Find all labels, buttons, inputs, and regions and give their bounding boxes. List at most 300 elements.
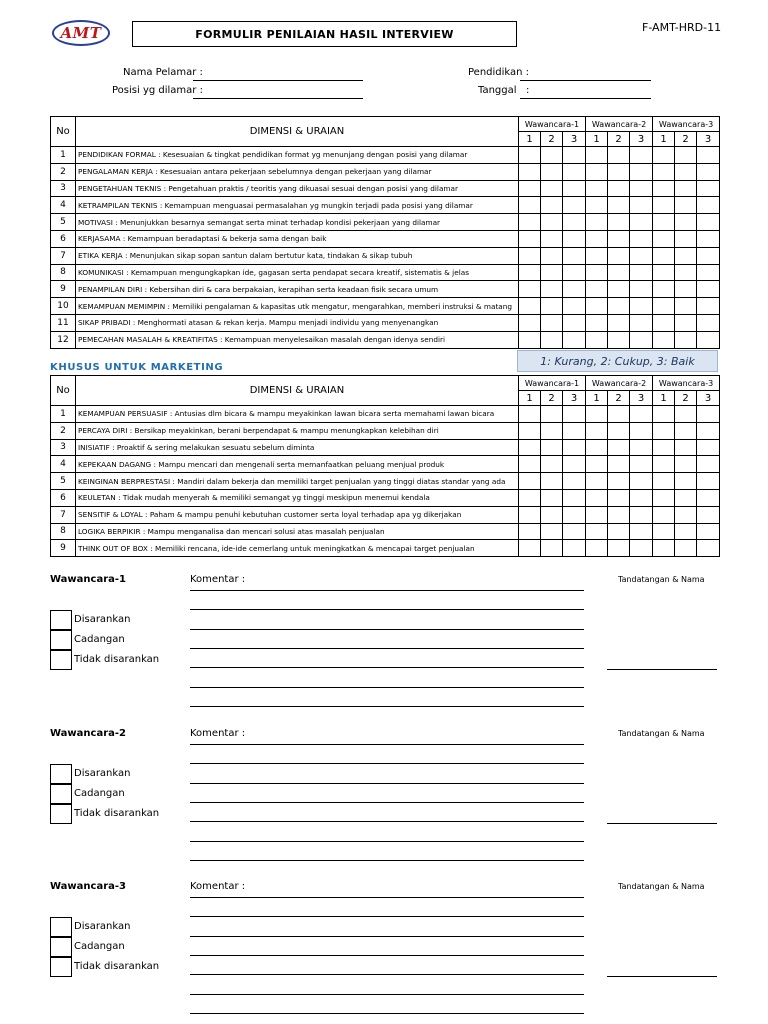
score-cell[interactable] [630,163,653,180]
score-cell[interactable] [675,314,697,331]
score-cell[interactable] [697,281,720,298]
score-cell[interactable] [630,264,653,281]
col-header-no: No [51,117,76,147]
score-cell[interactable] [630,422,653,439]
score-cell[interactable] [586,456,608,473]
score-cell[interactable] [519,281,541,298]
row-description: PEMECAHAN MASALAH & KREATIFITAS : Kemampuan menyelesaikan masalah dengan idenya sendiri [76,331,519,348]
recommendation-option-label: Tidak disarankan [74,961,160,972]
score-cell[interactable] [563,214,586,231]
score-cell[interactable] [653,180,675,197]
score-cell[interactable] [608,489,630,506]
score-cell[interactable] [653,147,675,164]
score-cell[interactable] [608,331,630,348]
score-cell[interactable] [563,147,586,164]
score-cell[interactable] [630,197,653,214]
form-title: FORMULIR PENILAIAN HASIL INTERVIEW [132,21,517,47]
score-cell[interactable] [608,180,630,197]
comment-line[interactable] [190,802,584,803]
comment-line[interactable] [190,974,584,975]
recommendation-checkbox[interactable] [50,784,72,804]
score-cell[interactable] [697,489,720,506]
score-cell[interactable] [608,523,630,540]
score-cell[interactable] [541,298,563,315]
recommendation-checkbox[interactable] [50,804,72,824]
row-number: 2 [51,422,76,439]
comment-line[interactable] [190,744,584,745]
score-cell[interactable] [675,439,697,456]
row-description: LOGIKA BERPIKIR : Mampu menganalisa dan mencari solusi atas masalah penjualan [76,523,519,540]
signature-label: Tandatangan & Nama [618,729,705,738]
score-cell[interactable] [675,422,697,439]
score-cell[interactable] [586,523,608,540]
row-description: MOTIVASI : Menunjukkan besarnya semangat serta minat terhadap kondisi pekerjaan yang dilamar [76,214,519,231]
score-cell[interactable] [675,197,697,214]
score-cell[interactable] [519,523,541,540]
evaluation-title: Wawancara-3 [50,881,126,892]
row-number: 6 [51,230,76,247]
row-number: 11 [51,314,76,331]
score-cell[interactable] [563,247,586,264]
score-cell[interactable] [653,298,675,315]
score-cell[interactable] [697,180,720,197]
score-cell[interactable] [675,247,697,264]
score-cell[interactable] [697,314,720,331]
score-cell[interactable] [630,489,653,506]
score-cell[interactable] [608,439,630,456]
table-row [51,314,720,331]
score-cell[interactable] [697,230,720,247]
score-cell[interactable] [541,456,563,473]
row-description: KOMUNIKASI : Kemampuan mengungkapkan ide, gagasan serta pendapat secara kreatif, sistematis & jelas [76,264,519,281]
row-description: PENAMPILAN DIRI : Kebersihan diri & cara berpakaian, kerapihan serta keadaan fisik secara umum [76,281,519,298]
score-cell[interactable] [630,406,653,423]
score-cell[interactable] [630,147,653,164]
signature-label: Tandatangan & Nama [618,575,705,584]
evaluation-title: Wawancara-2 [50,728,126,739]
score-cell[interactable] [586,264,608,281]
row-number: 9 [51,540,76,557]
score-cell[interactable] [630,456,653,473]
score-cell[interactable] [563,314,586,331]
col-header-score: 2 [675,391,697,406]
score-cell[interactable] [675,264,697,281]
score-cell[interactable] [586,147,608,164]
score-cell[interactable] [608,314,630,331]
score-cell[interactable] [519,540,541,557]
score-cell[interactable] [608,281,630,298]
score-cell[interactable] [586,331,608,348]
score-cell[interactable] [675,456,697,473]
nama-pelamar-label: Nama Pelamar : [123,67,203,78]
score-cell[interactable] [608,422,630,439]
score-cell[interactable] [519,298,541,315]
score-cell[interactable] [519,439,541,456]
row-number: 12 [51,331,76,348]
tanggal-label: Tanggal : [478,85,530,96]
comment-line[interactable] [190,841,584,842]
score-cell[interactable] [519,214,541,231]
row-description: SIKAP PRIBADI : Menghormati atasan & rekan kerja. Mampu menjadi individu yang menyenangkan [76,314,519,331]
table-row [51,230,720,247]
comment-line[interactable] [190,936,584,937]
comment-line[interactable] [190,629,584,630]
col-header-score: 2 [608,391,630,406]
recommendation-checkbox[interactable] [50,917,72,937]
score-cell[interactable] [697,147,720,164]
score-cell[interactable] [675,147,697,164]
score-cell[interactable] [697,506,720,523]
score-cell[interactable] [630,247,653,264]
recommendation-checkbox[interactable] [50,764,72,784]
row-number: 4 [51,456,76,473]
table-row [51,439,720,456]
score-cell[interactable] [541,540,563,557]
score-cell[interactable] [586,281,608,298]
score-cell[interactable] [653,281,675,298]
score-cell[interactable] [675,523,697,540]
score-cell[interactable] [675,406,697,423]
score-cell[interactable] [630,298,653,315]
score-cell[interactable] [563,540,586,557]
score-cell[interactable] [630,473,653,490]
score-cell[interactable] [541,489,563,506]
recommendation-checkbox[interactable] [50,630,72,650]
col-header-score: 1 [519,132,541,147]
score-cell[interactable] [630,331,653,348]
score-cell[interactable] [675,180,697,197]
score-cell[interactable] [653,422,675,439]
score-cell[interactable] [653,214,675,231]
table-row [51,456,720,473]
col-header-wawancara-2: Wawancara-2 [586,376,653,391]
score-cell[interactable] [586,247,608,264]
score-cell[interactable] [630,214,653,231]
score-cell[interactable] [541,523,563,540]
col-header-score: 2 [541,391,563,406]
col-header-score: 1 [653,132,675,147]
table-row [51,489,720,506]
score-cell[interactable] [586,473,608,490]
score-cell[interactable] [675,298,697,315]
score-cell[interactable] [586,298,608,315]
row-number: 7 [51,506,76,523]
row-number: 5 [51,473,76,490]
score-cell[interactable] [586,230,608,247]
score-cell[interactable] [653,314,675,331]
signature-label: Tandatangan & Nama [618,882,705,891]
score-cell[interactable] [697,406,720,423]
score-cell[interactable] [697,456,720,473]
score-cell[interactable] [630,180,653,197]
pendidikan-label: Pendidikan : [468,67,530,78]
score-cell[interactable] [630,439,653,456]
score-cell[interactable] [630,506,653,523]
score-cell[interactable] [563,473,586,490]
score-cell[interactable] [608,406,630,423]
score-legend: 1: Kurang, 2: Cukup, 3: Baik [517,350,718,372]
score-cell[interactable] [519,331,541,348]
score-cell[interactable] [697,264,720,281]
comment-line[interactable] [190,667,584,668]
score-cell[interactable] [653,506,675,523]
score-cell[interactable] [541,247,563,264]
score-cell[interactable] [675,163,697,180]
signature-line[interactable] [607,823,717,824]
score-cell[interactable] [563,489,586,506]
score-cell[interactable] [653,331,675,348]
komentar-label: Komentar : [190,881,246,892]
score-cell[interactable] [697,473,720,490]
score-cell[interactable] [608,214,630,231]
score-cell[interactable] [563,298,586,315]
comment-line[interactable] [190,609,584,610]
score-cell[interactable] [541,473,563,490]
score-cell[interactable] [541,281,563,298]
comment-line[interactable] [190,1013,584,1014]
score-cell[interactable] [697,298,720,315]
recommendation-checkbox[interactable] [50,650,72,670]
comment-line[interactable] [190,821,584,822]
score-cell[interactable] [697,247,720,264]
form-code: F-AMT-HRD-11 [642,21,722,34]
comment-line[interactable] [190,648,584,649]
score-cell[interactable] [653,197,675,214]
row-description: PENGETAHUAN TEKNIS : Pengetahuan praktis / teoritis yang dikuasai sesuai dengan posisi yang dilamar [76,180,519,197]
table-row [51,406,720,423]
table-row [51,422,720,439]
row-description: ETIKA KERJA : Menunjukan sikap sopan santun dalam bertutur kata, tindakan & sikap tubuh [76,247,519,264]
col-header-score: 3 [563,132,586,147]
score-cell[interactable] [586,214,608,231]
score-cell[interactable] [586,439,608,456]
comment-line[interactable] [190,763,584,764]
comment-line[interactable] [190,955,584,956]
score-cell[interactable] [697,197,720,214]
row-number: 1 [51,406,76,423]
table-row [51,197,720,214]
score-cell[interactable] [563,281,586,298]
score-cell[interactable] [630,230,653,247]
score-cell[interactable] [563,264,586,281]
score-cell[interactable] [697,331,720,348]
score-cell[interactable] [563,523,586,540]
nama-pelamar-field[interactable] [193,80,363,81]
comment-line[interactable] [190,994,584,995]
row-description: KETRAMPILAN TEKNIS : Kemampuan menguasai permasalahan yg mungkin terjadi pada posisi yang dilamar [76,197,519,214]
score-cell[interactable] [697,523,720,540]
score-cell[interactable] [541,264,563,281]
score-cell[interactable] [653,523,675,540]
score-cell[interactable] [586,422,608,439]
score-cell[interactable] [653,473,675,490]
row-description: INISIATIF : Proaktif & sering melakukan sesuatu sebelum diminta [76,439,519,456]
score-cell[interactable] [697,214,720,231]
col-header-dimensi: DIMENSI & URAIAN [76,117,519,147]
score-cell[interactable] [519,506,541,523]
recommendation-checkbox[interactable] [50,937,72,957]
score-cell[interactable] [541,214,563,231]
score-cell[interactable] [697,163,720,180]
score-cell[interactable] [563,197,586,214]
score-cell[interactable] [608,230,630,247]
score-cell[interactable] [653,406,675,423]
score-cell[interactable] [630,281,653,298]
score-cell[interactable] [608,456,630,473]
score-cell[interactable] [519,473,541,490]
score-cell[interactable] [675,281,697,298]
score-cell[interactable] [563,230,586,247]
pendidikan-field[interactable] [520,80,651,81]
score-cell[interactable] [541,197,563,214]
comment-line[interactable] [190,687,584,688]
score-cell[interactable] [563,406,586,423]
score-cell[interactable] [675,230,697,247]
score-cell[interactable] [519,247,541,264]
score-cell[interactable] [608,473,630,490]
score-cell[interactable] [675,331,697,348]
komentar-label: Komentar : [190,728,246,739]
tanggal-field[interactable] [520,98,651,99]
recommendation-checkbox[interactable] [50,610,72,630]
row-number: 2 [51,163,76,180]
recommendation-checkbox[interactable] [50,957,72,977]
row-number: 1 [51,147,76,164]
comment-line[interactable] [190,916,584,917]
score-cell[interactable] [563,180,586,197]
row-description: KEMAMPUAN PERSUASIF : Antusias dlm bicara & mampu meyakinkan lawan bicara serta memahami lawan bicara [76,406,519,423]
score-cell[interactable] [519,314,541,331]
score-cell[interactable] [586,197,608,214]
score-cell[interactable] [608,247,630,264]
col-header-score: 3 [630,391,653,406]
score-cell[interactable] [586,489,608,506]
score-cell[interactable] [630,523,653,540]
score-cell[interactable] [563,456,586,473]
score-cell[interactable] [675,506,697,523]
recommendation-option-label: Tidak disarankan [74,654,160,665]
score-cell[interactable] [541,406,563,423]
score-cell[interactable] [697,439,720,456]
score-cell[interactable] [586,540,608,557]
score-cell[interactable] [541,331,563,348]
score-cell[interactable] [586,180,608,197]
score-cell[interactable] [630,540,653,557]
score-cell[interactable] [675,473,697,490]
score-cell[interactable] [541,163,563,180]
comment-line[interactable] [190,897,584,898]
score-cell[interactable] [675,214,697,231]
score-cell[interactable] [630,314,653,331]
row-number: 6 [51,489,76,506]
col-header-score: 3 [563,391,586,406]
score-cell[interactable] [519,230,541,247]
score-cell[interactable] [519,264,541,281]
score-cell[interactable] [608,163,630,180]
score-cell[interactable] [653,456,675,473]
score-cell[interactable] [608,147,630,164]
score-cell[interactable] [675,489,697,506]
score-cell[interactable] [541,439,563,456]
score-cell[interactable] [608,197,630,214]
signature-line[interactable] [607,976,717,977]
score-cell[interactable] [653,540,675,557]
score-cell[interactable] [541,314,563,331]
row-description: KEMAMPUAN MEMIMPIN : Memiliki pengalaman & kapasitas utk mengatur, mengarahkan, memberi instruksi & matang [76,298,519,315]
score-cell[interactable] [586,406,608,423]
score-cell[interactable] [608,298,630,315]
table-row [51,163,720,180]
comment-line[interactable] [190,590,584,591]
score-cell[interactable] [519,197,541,214]
row-number: 9 [51,281,76,298]
score-cell[interactable] [541,147,563,164]
table-row [51,247,720,264]
score-cell[interactable] [653,489,675,506]
recommendation-option-label: Cadangan [74,788,125,799]
marketing-assessment-table [50,375,720,557]
comment-line[interactable] [190,706,584,707]
score-cell[interactable] [586,314,608,331]
score-cell[interactable] [697,422,720,439]
score-cell[interactable] [697,540,720,557]
col-header-wawancara-3: Wawancara-3 [653,117,720,132]
score-cell[interactable] [563,163,586,180]
score-cell[interactable] [519,406,541,423]
row-description: SENSITIF & LOYAL : Paham & mampu penuhi kebutuhan customer serta loyal terhadap apa yg dikerjakan [76,506,519,523]
table-row [51,331,720,348]
score-cell[interactable] [519,147,541,164]
score-cell[interactable] [519,422,541,439]
score-cell[interactable] [563,439,586,456]
posisi-field[interactable] [193,98,363,99]
score-cell[interactable] [653,439,675,456]
score-cell[interactable] [563,422,586,439]
score-cell[interactable] [653,163,675,180]
recommendation-option-label: Cadangan [74,941,125,952]
score-cell[interactable] [563,331,586,348]
score-cell[interactable] [653,264,675,281]
score-cell[interactable] [586,163,608,180]
score-cell[interactable] [653,247,675,264]
col-header-score: 3 [697,132,720,147]
recommendation-option-label: Disarankan [74,768,131,779]
score-cell[interactable] [519,489,541,506]
score-cell[interactable] [541,180,563,197]
comment-line[interactable] [190,783,584,784]
score-cell[interactable] [541,422,563,439]
score-cell[interactable] [675,540,697,557]
score-cell[interactable] [608,540,630,557]
score-cell[interactable] [653,230,675,247]
score-cell[interactable] [519,456,541,473]
score-cell[interactable] [586,506,608,523]
row-number: 4 [51,197,76,214]
score-cell[interactable] [541,230,563,247]
score-cell[interactable] [608,264,630,281]
comment-line[interactable] [190,860,584,861]
score-cell[interactable] [608,506,630,523]
row-description: THINK OUT OF BOX : Memiliki rencana, ide-ide cemerlang untuk meningkatkan & mencapai target penjualan [76,540,519,557]
score-cell[interactable] [563,506,586,523]
score-cell[interactable] [519,163,541,180]
signature-line[interactable] [607,669,717,670]
table-row [51,506,720,523]
table-row [51,298,720,315]
score-cell[interactable] [519,180,541,197]
col-header-wawancara-1: Wawancara-1 [519,376,586,391]
score-cell[interactable] [541,506,563,523]
